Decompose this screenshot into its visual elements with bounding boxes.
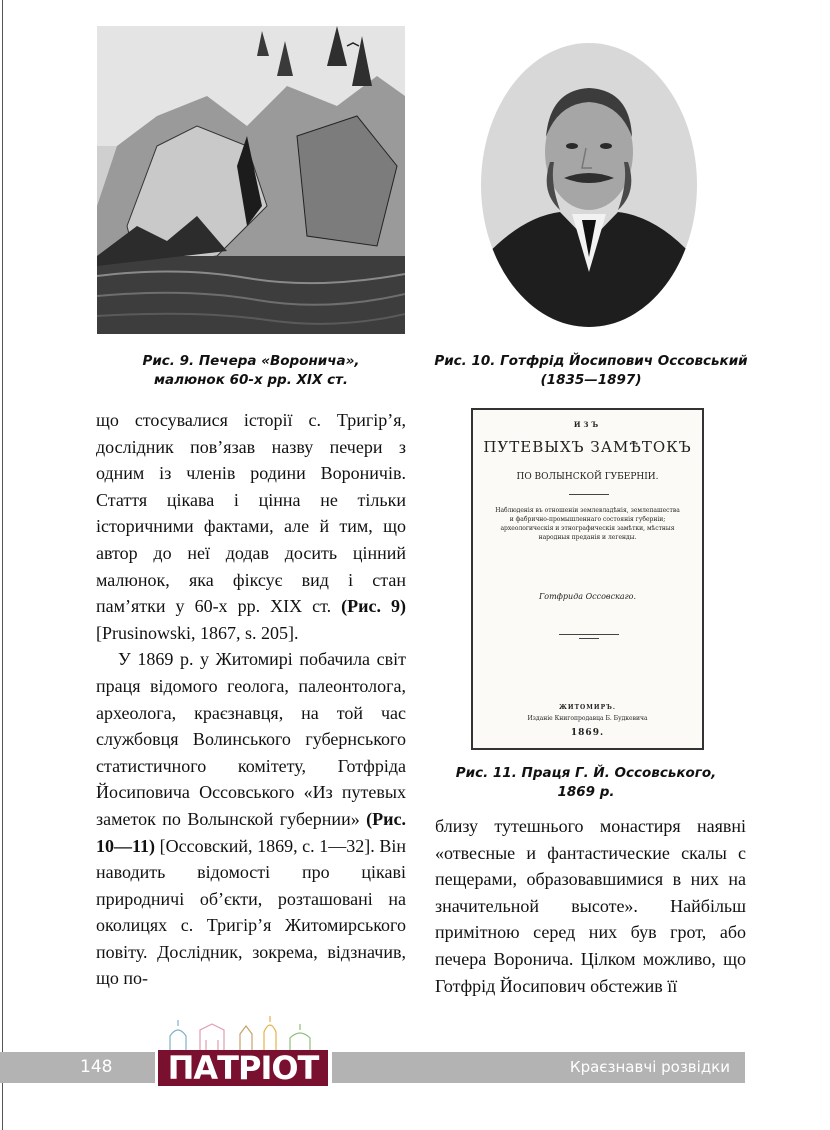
figure-9-caption-line2: малюнок 60-х рр. ХІХ ст. xyxy=(153,372,349,388)
logo-buildings-icon xyxy=(160,1016,326,1052)
patriot-logo: ПАТРІОТ xyxy=(167,1049,319,1087)
portrait-photo xyxy=(480,42,698,328)
page-edge xyxy=(2,0,3,1130)
paragraph-3: близу тутешнього монастиря наявні «отвесные и фантастические скалы с пещерами, образовавшимися в них на значительной высоте». Найбільш примітною серед них був грот, або печера Воронича. Цілком можливо, що Готфрід Йосипович обстежив її xyxy=(435,816,746,996)
paragraph-1 xyxy=(96,407,406,646)
page-number: 148 xyxy=(80,1057,113,1077)
figure-11-caption-line1: Рис. 11. Праця Г. Й. Оссовського, xyxy=(455,765,717,781)
book-description: Наблюденія въ отношеніи землевладѣнія, землепашества и фабрично-промышленнаго состоянія губерніи; археологическія и этнографическія замѣтки, мѣстныя народныя преданія и легенды. xyxy=(495,507,680,541)
book-publisher: Изданіе Книгопродавца Б. Будкевича xyxy=(527,715,648,722)
paragraph-2-continuation: [Оссовский, 1869, с. 1—32]. Він наводить відомості про цікаві природничі об’єкти, розташовані на околицях с. Тригір’я Житомирського повіту. Дослідник, зокрема, відзначив, що по- xyxy=(96,835,406,989)
book-title: ПУТЕВЫХЪ ЗАМѢТОКЪ xyxy=(483,438,692,456)
paragraph-2-text: У 1869 р. у Житомирі побачила світ праця відомого геолога, палеонтолога, археолога, краєзнавця, на той час службовця Волинського губернського статистичного комітету, Готфріда Йосиповича Оссовського «Из путевых заметок по Волынской губернии» xyxy=(96,649,406,829)
book-ornament-rule-short xyxy=(579,638,599,639)
figure-10-caption-line2: (1835—1897) xyxy=(540,372,642,388)
book-city: ЖИТОМИРЪ. xyxy=(559,704,616,711)
text-column-left xyxy=(96,407,406,992)
paragraph-2 xyxy=(96,646,406,992)
figure-11-caption-line2: 1869 р. xyxy=(557,784,615,800)
figure-9-caption xyxy=(110,352,392,390)
book-ornament-rule xyxy=(559,634,619,635)
book-top-word: ИЗЪ xyxy=(573,420,602,429)
book-author: Готфрида Оссовскаго. xyxy=(538,592,637,601)
book-subtitle: ПО ВОЛЫНСКОЙ ГУБЕРНІИ. xyxy=(516,472,659,482)
section-title: Краєзнавчі розвідки xyxy=(569,1058,730,1076)
paragraph-1-text: що стосувалися історії с. Тригір’я, дослідник пов’язав назву печери з одним із членів родини Вороничів. Стаття цікава і цінна не тільки історичними фактами, але й тим, що автор до неї додав досить цінний малюнок, яка фіксує вид і стан пам’ятки у 60-х рр. ХІХ ст. xyxy=(96,410,406,617)
figure-10-11-reference: (Рис. 10—11) xyxy=(96,808,406,856)
text-column-right xyxy=(435,813,746,999)
cave-engraving-image xyxy=(97,26,405,334)
book-divider xyxy=(569,494,609,495)
book-year: 1869. xyxy=(570,728,605,738)
figure-9-reference: (Рис. 9) xyxy=(341,596,407,617)
figure-9-caption-line1: Рис. 9. Печера «Воронича», xyxy=(142,353,360,369)
figure-11-caption xyxy=(440,764,732,802)
figure-10-caption-line1: Рис. 10. Готфрід Йосипович Оссовський xyxy=(434,353,748,369)
book-title-page xyxy=(471,408,704,750)
paragraph-1-citation: [Prusinowski, 1867, s. 205]. xyxy=(96,622,299,643)
figure-10-caption xyxy=(426,352,756,390)
